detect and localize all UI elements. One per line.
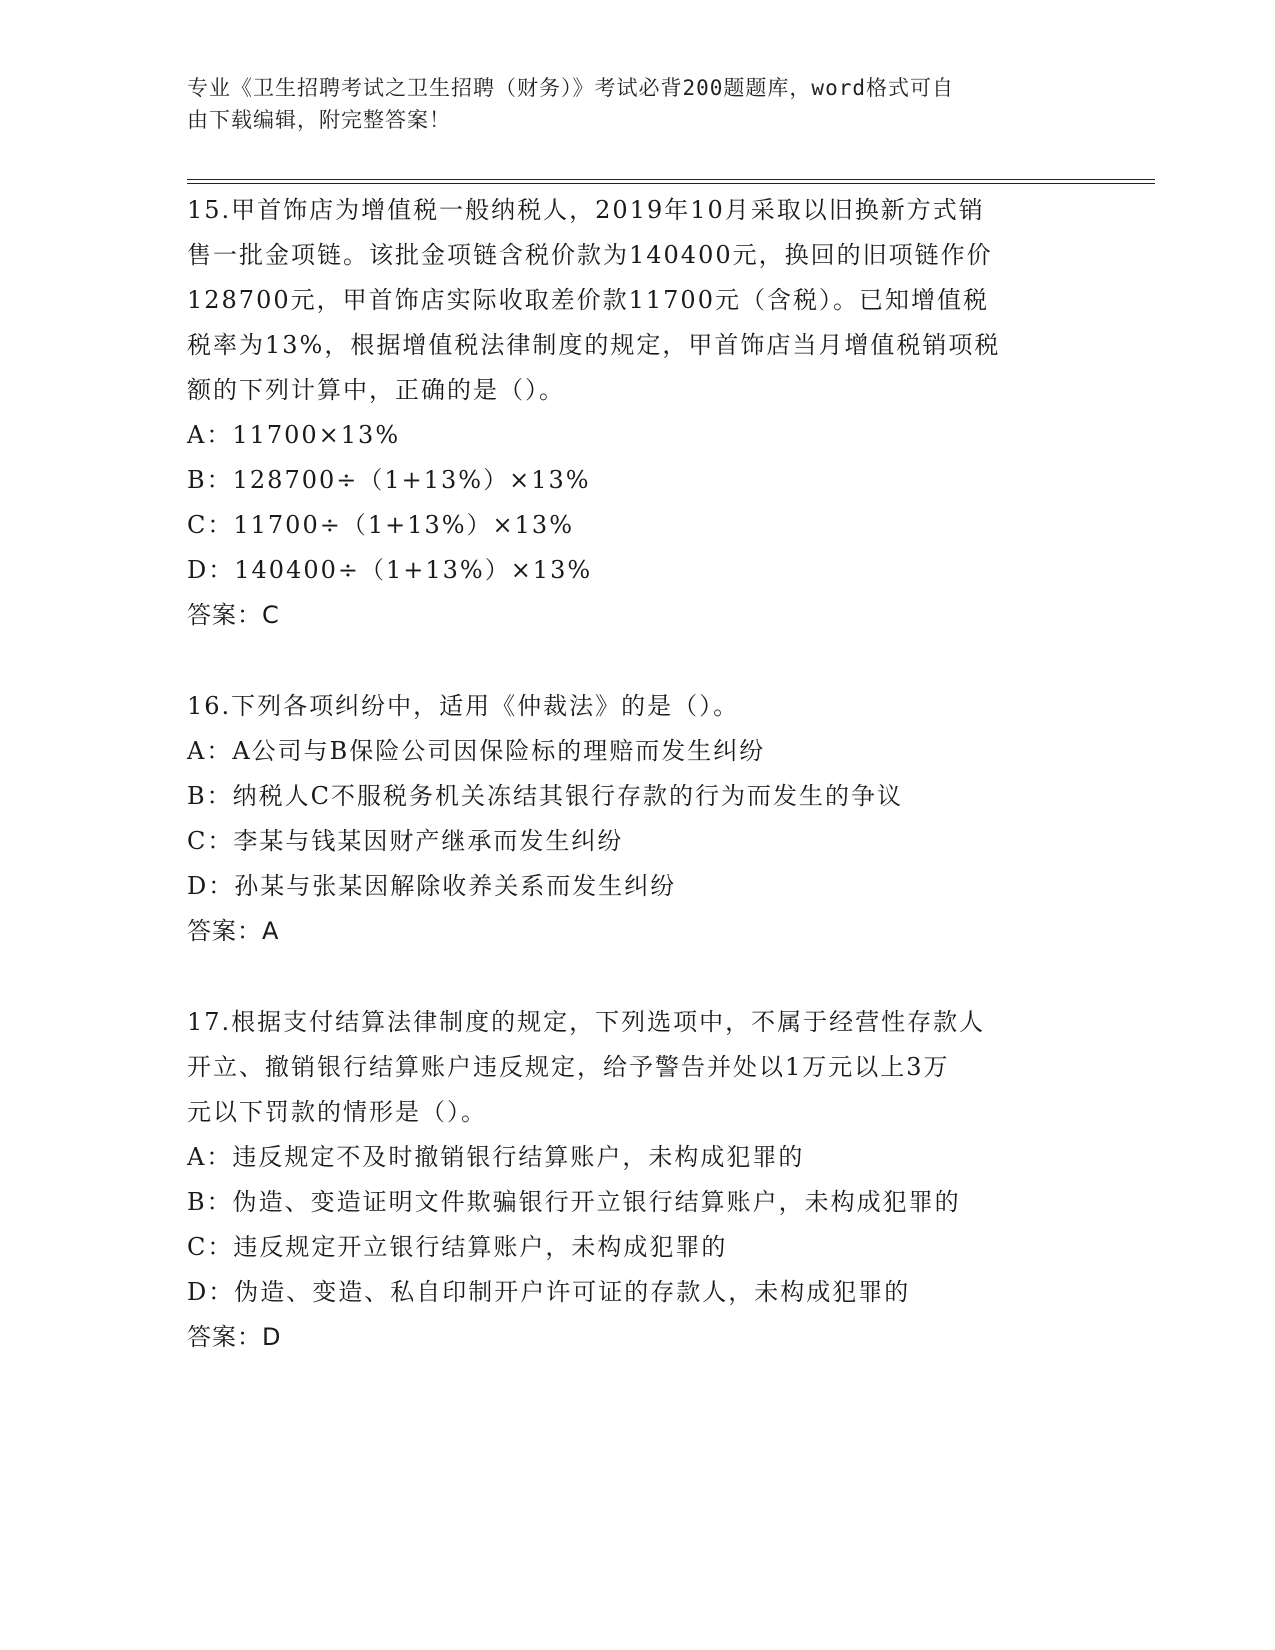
question-stem-line: 售一批金项链。该批金项链含税价款为140400元，换回的旧项链作价 — [187, 241, 993, 269]
header-divider-bottom — [187, 183, 1155, 184]
question-stem-line: 额的下列计算中，正确的是（）。 — [187, 376, 565, 404]
option-c: C：11700÷（1+13%）×13% — [187, 511, 574, 539]
option-d: D：孙某与张某因解除收养关系而发生纠纷 — [187, 872, 677, 900]
option-b: B：128700÷（1+13%）×13% — [187, 466, 591, 494]
question-spacer — [187, 638, 1087, 684]
answer: 答案：C — [187, 601, 280, 629]
option-d: D：伪造、变造、私自印制开户许可证的存款人，未构成犯罪的 — [187, 1278, 911, 1306]
option-b: B：纳税人C不服税务机关冻结其银行存款的行为而发生的争议 — [187, 782, 903, 810]
header-line-1: 专业《卫生招聘考试之卫生招聘（财务）》考试必背200题题库，word格式可自 — [187, 76, 954, 100]
option-b: B：伪造、变造证明文件欺骗银行开立银行结算账户，未构成犯罪的 — [187, 1188, 961, 1216]
question-17 — [187, 1000, 1087, 1360]
answer: 答案：A — [187, 917, 280, 945]
header-divider-top — [187, 179, 1155, 180]
option-a: A：违反规定不及时撤销银行结算账户，未构成犯罪的 — [187, 1143, 805, 1171]
option-c: C：违反规定开立银行结算账户，未构成犯罪的 — [187, 1233, 728, 1261]
question-spacer — [187, 954, 1087, 1000]
answer: 答案：D — [187, 1323, 282, 1351]
option-a: A：A公司与B保险公司因保险标的理赔而发生纠纷 — [187, 737, 766, 765]
question-stem-line: 16.下列各项纠纷中，适用《仲裁法》的是（）。 — [187, 692, 740, 720]
question-15 — [187, 188, 1087, 638]
question-stem-line: 开立、撤销银行结算账户违反规定，给予警告并处以1万元以上3万 — [187, 1053, 950, 1081]
question-stem-line: 17.根据支付结算法律制度的规定，下列选项中，不属于经营性存款人 — [187, 1008, 986, 1036]
question-stem-line: 税率为13%，根据增值税法律制度的规定，甲首饰店当月增值税销项税 — [187, 331, 1001, 359]
option-d: D：140400÷（1+13%）×13% — [187, 556, 593, 584]
document-header — [187, 72, 1087, 136]
option-c: C：李某与钱某因财产继承而发生纠纷 — [187, 827, 624, 855]
question-list — [187, 188, 1087, 1360]
question-stem-line: 15.甲首饰店为增值税一般纳税人，2019年10月采取以旧换新方式销 — [187, 196, 985, 224]
question-16 — [187, 684, 1087, 954]
header-line-2: 由下载编辑，附完整答案！ — [187, 108, 451, 132]
question-stem-line: 128700元，甲首饰店实际收取差价款11700元（含税）。已知增值税 — [187, 286, 989, 314]
option-a: A：11700×13% — [187, 421, 401, 449]
question-stem-line: 元以下罚款的情形是（）。 — [187, 1098, 487, 1126]
